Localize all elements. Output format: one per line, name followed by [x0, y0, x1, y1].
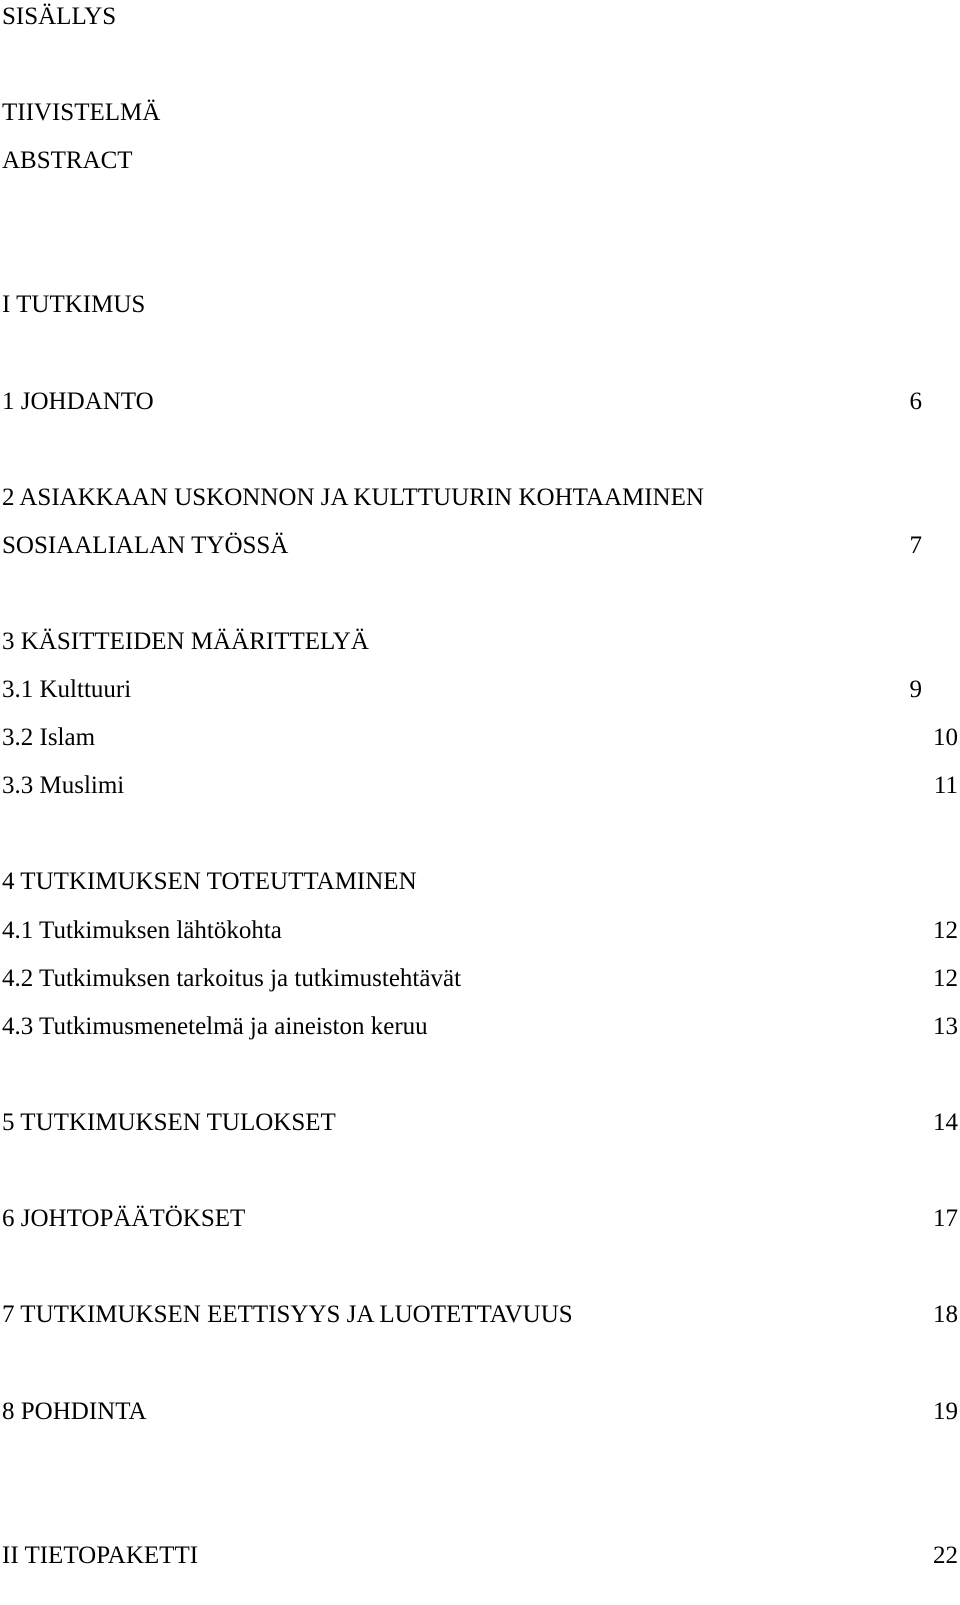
toc-entry-label: 5 TUTKIMUKSEN TULOKSET: [2, 1109, 336, 1136]
toc-entry: [2, 963, 958, 995]
toc-entry-label: 3.1 Kulttuuri: [2, 676, 132, 703]
toc-entry-label: 3.3 Muslimi: [2, 772, 125, 799]
toc-entry-label: II TIETOPAKETTI: [2, 1542, 199, 1569]
toc-entry: [2, 915, 958, 947]
toc-entry: [2, 1203, 958, 1235]
toc-entry: [2, 530, 958, 562]
toc-entry-page: 18: [933, 1301, 958, 1328]
toc-entry: [2, 722, 958, 754]
toc-entry: [2, 97, 958, 129]
toc-entry: [2, 866, 958, 898]
toc-entry-page: 19: [933, 1398, 958, 1425]
toc-entry: [2, 145, 958, 177]
toc-entry-page: 12: [933, 917, 958, 944]
toc-entry: [2, 386, 958, 418]
toc-entry-label: SOSIAALIALAN TYÖSSÄ: [2, 532, 289, 559]
toc-entry-label: 4 TUTKIMUKSEN TOTEUTTAMINEN: [2, 868, 417, 895]
toc-entry-label: 8 POHDINTA: [2, 1398, 147, 1425]
toc-entry-page: 9: [909, 676, 922, 703]
toc-entry-page: 17: [933, 1205, 958, 1232]
toc-entry-page: 12: [933, 965, 958, 992]
toc-entry: [2, 1540, 958, 1572]
toc-entry-label: 2 ASIAKKAAN USKONNON JA KULTTUURIN KOHTAAMINEN: [2, 484, 704, 511]
toc-title: SISÄLLYS: [2, 3, 117, 30]
toc-entry: [2, 1107, 958, 1139]
toc-entry-page: 7: [909, 532, 922, 559]
toc-entry-label: 4.2 Tutkimuksen tarkoitus ja tutkimustehtävät: [2, 965, 462, 992]
toc-entry-label: 3 KÄSITTEIDEN MÄÄRITTELYÄ: [2, 628, 369, 655]
toc-entry: [2, 626, 958, 658]
toc-title-row: [2, 1, 958, 33]
toc-entry-label: 1 JOHDANTO: [2, 388, 154, 415]
toc-entry-label: ABSTRACT: [2, 147, 133, 174]
toc-entry-page: 13: [933, 1013, 958, 1040]
toc-entry: [2, 289, 958, 321]
toc-entry: [2, 1299, 958, 1331]
toc-entry-label: 4.3 Tutkimusmenetelmä ja aineiston keruu: [2, 1013, 428, 1040]
toc-entry-label: 6 JOHTOPÄÄTÖKSET: [2, 1205, 246, 1232]
toc-entry: [2, 1011, 958, 1043]
toc-entry: [2, 1396, 958, 1428]
toc-entry: [2, 770, 958, 802]
toc-entry-label: TIIVISTELMÄ: [2, 99, 161, 126]
toc-entry-page: 11: [933, 772, 958, 799]
toc-entry: [2, 674, 958, 706]
toc-entry-label: 4.1 Tutkimuksen lähtökohta: [2, 917, 282, 944]
toc-entry-page: 10: [933, 724, 958, 751]
toc-entry-page: 14: [933, 1109, 958, 1136]
toc-entry-label: 3.2 Islam: [2, 724, 96, 751]
toc-entry: [2, 482, 958, 514]
toc-entry-label: I TUTKIMUS: [2, 291, 146, 318]
toc-entry-page: 6: [909, 388, 922, 415]
toc-entry-label: 7 TUTKIMUKSEN EETTISYYS JA LUOTETTAVUUS: [2, 1301, 573, 1328]
toc-entry-page: 22: [933, 1542, 958, 1569]
